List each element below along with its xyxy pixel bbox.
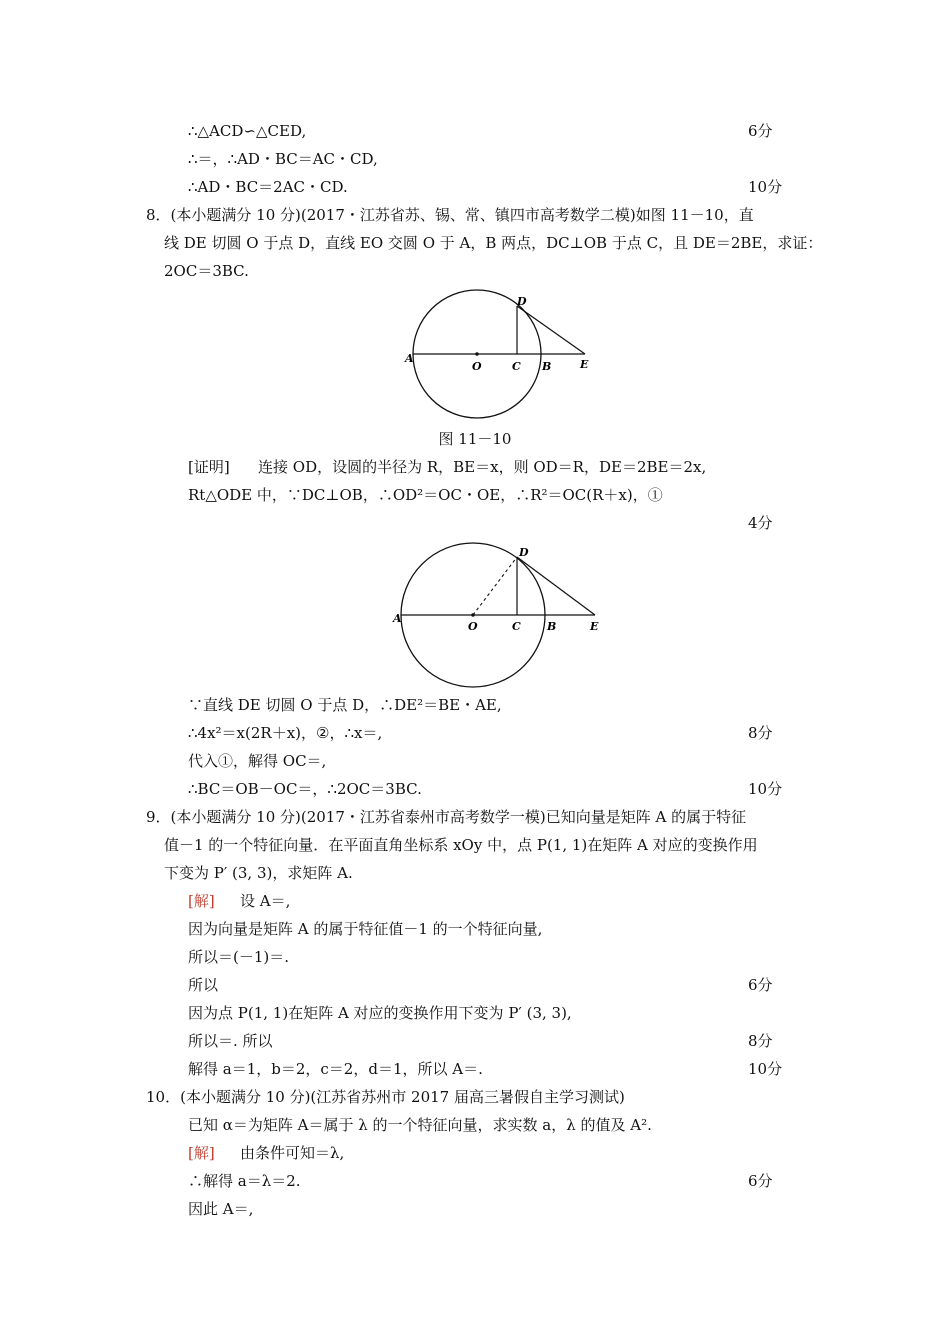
q9-sol-4: 所以 <box>188 976 219 994</box>
q8-proof-5: 代入①，解得 OC＝, <box>188 752 327 770</box>
q10-head-2: 已知 α＝为矩阵 A＝属于 λ 的一个特征向量，求实数 a，λ 的值及 A². <box>188 1116 652 1134</box>
points-6: 6分 <box>748 122 773 140</box>
q9-sol-1: 设 A＝, <box>240 892 291 910</box>
q9-sol-7: 解得 a＝1，b＝2，c＝2，d＝1，所以 A＝. <box>188 1060 483 1078</box>
q8-head-2: 线 DE 切圆 O 于点 D，直线 EO 交圆 O 于 A，B 两点，DC⊥OB 于点 C，且 DE＝2BE，求证： <box>164 234 823 252</box>
solution-tag: [解] <box>188 1144 215 1162</box>
q9-sol-2: 因为向量是矩阵 A 的属于特征值－1 的一个特征向量, <box>188 920 543 938</box>
label-o: O <box>472 360 482 373</box>
tangent-de <box>517 306 585 354</box>
q10-sol-2: ∴解得 a＝λ＝2. <box>188 1172 301 1190</box>
solution-tag: [解] <box>188 892 215 910</box>
q8-head-1: 8．(本小题满分 10 分)(2017・江苏省苏、锡、常、镇四市高考数学二模)如图 11－10，直 <box>146 206 754 224</box>
center-dot <box>471 613 475 617</box>
q8-proof-4: ∴4x²＝x(2R＋x)，②，∴x＝, <box>188 724 383 742</box>
tangent-de <box>517 557 595 615</box>
label-a: A <box>405 352 414 365</box>
prev-line-2: ∴＝，∴AD・BC＝AC・CD, <box>188 150 378 168</box>
points-10: 10分 <box>748 1060 783 1078</box>
figure-proof <box>385 540 605 690</box>
q9-sol-5: 因为点 P(1, 1)在矩阵 A 对应的变换作用下变为 P′ (3, 3), <box>188 1004 572 1022</box>
label-c: C <box>512 620 521 633</box>
points-6: 6分 <box>748 1172 773 1190</box>
label-c: C <box>512 360 521 373</box>
q8-proof-2: Rt△ODE 中，∵DC⊥OB，∴OD²＝OC・OE，∴R²＝OC(R＋x)，① <box>188 486 663 504</box>
q9-head-2: 值－1 的一个特征向量．在平面直角坐标系 xOy 中，点 P(1, 1)在矩阵 A 对应的变换作用 <box>164 836 758 854</box>
q8-head-3: 2OC＝3BC. <box>164 262 249 280</box>
points-8: 8分 <box>748 1032 773 1050</box>
q9-sol-3: 所以＝(－1)＝. <box>188 948 290 966</box>
label-e: E <box>580 358 589 371</box>
q9-head-1: 9．(本小题满分 10 分)(2017・江苏省泰州市高考数学一模)已知向量是矩阵 A 的属于特征 <box>146 808 747 826</box>
figure-11-10 <box>395 288 605 428</box>
points-6: 6分 <box>748 976 773 994</box>
q9-head-3: 下变为 P′ (3, 3)，求矩阵 A. <box>164 864 353 882</box>
label-b: B <box>547 620 557 633</box>
q8-proof-6: ∴BC＝OB－OC＝，∴2OC＝3BC. <box>188 780 422 798</box>
center-dot <box>475 352 479 356</box>
q9-sol-6: 所以＝. 所以 <box>188 1032 273 1050</box>
q10-sol-3: 因此 A＝, <box>188 1200 254 1218</box>
label-d: D <box>519 546 529 559</box>
points-10: 10分 <box>748 178 783 196</box>
points-4: 4分 <box>748 514 773 532</box>
q8-proof-3: ∵直线 DE 切圆 O 于点 D，∴DE²＝BE・AE, <box>188 696 502 714</box>
label-a: A <box>393 612 402 625</box>
label-b: B <box>542 360 552 373</box>
label-e: E <box>590 620 599 633</box>
prev-line-1: ∴△ACD∽△CED, <box>188 122 307 140</box>
label-o: O <box>468 620 478 633</box>
q8-proof-1: 连接 OD，设圆的半径为 R，BE＝x，则 OD＝R，DE＝2BE＝2x, <box>258 458 707 476</box>
points-8: 8分 <box>748 724 773 742</box>
proof-tag: [证明] <box>188 458 230 476</box>
dashed-od <box>473 557 517 615</box>
figure-caption: 图 11－10 <box>438 430 512 448</box>
points-10: 10分 <box>748 780 783 798</box>
q10-head-1: 10．(本小题满分 10 分)(江苏省苏州市 2017 届高三暑假自主学习测试) <box>146 1088 625 1106</box>
label-d: D <box>517 295 527 308</box>
q10-sol-1: 由条件可知＝λ, <box>240 1144 345 1162</box>
prev-line-3: ∴AD・BC＝2AC・CD. <box>188 178 348 196</box>
